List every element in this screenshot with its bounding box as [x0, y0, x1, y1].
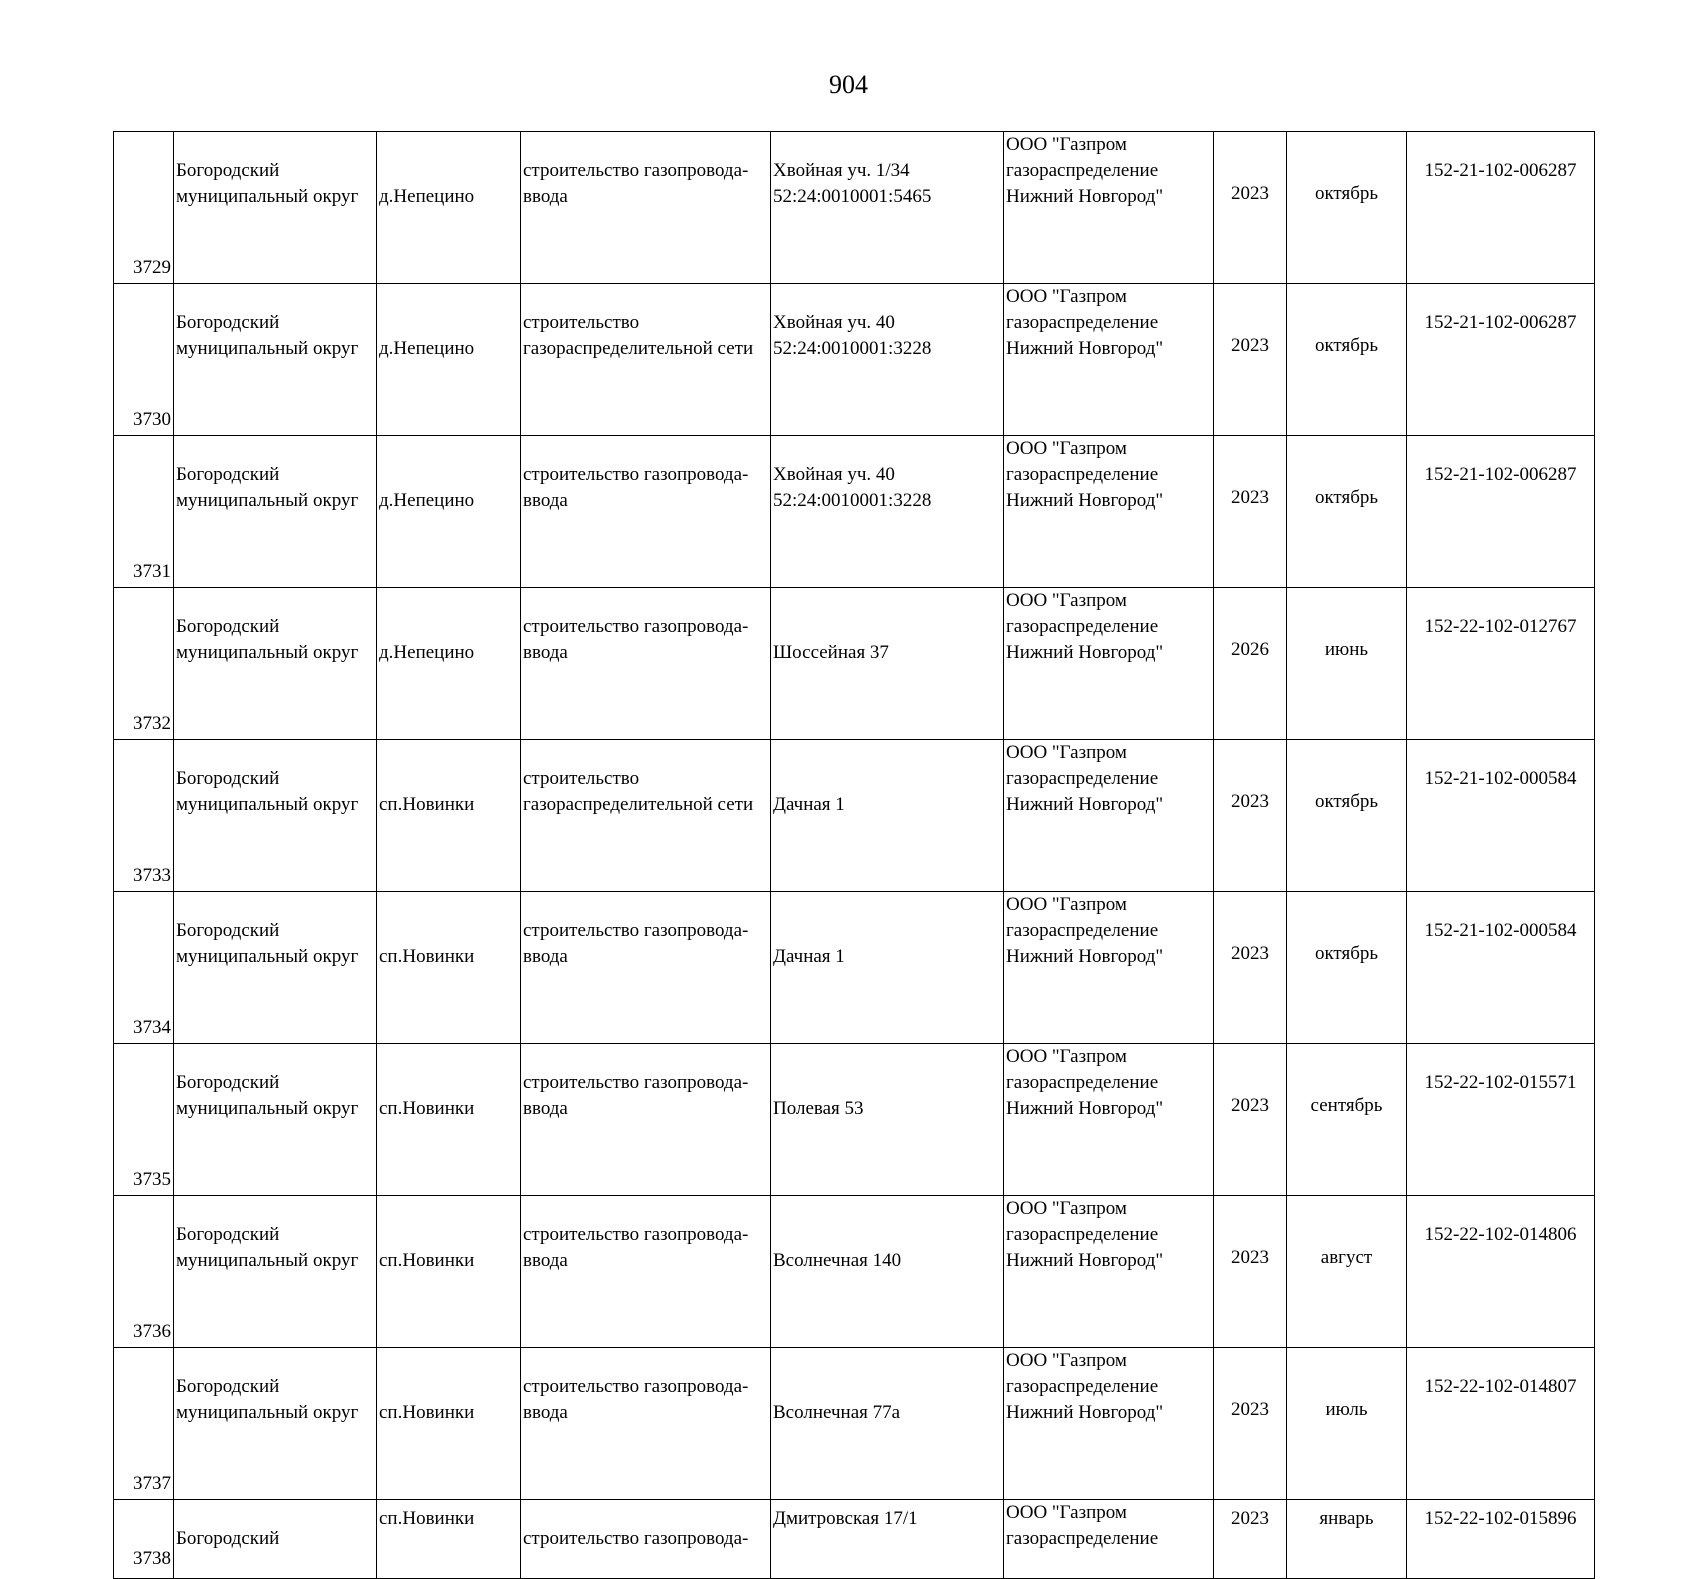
table-row	[114, 740, 1595, 892]
cell-month: сентябрь	[1287, 1044, 1407, 1196]
cell-settlement: д.Непецино	[377, 284, 521, 436]
cell-district	[174, 1044, 377, 1196]
cell-address	[771, 740, 1004, 892]
district-line: Богородский	[176, 920, 280, 941]
cell-address: Дмитровская 17/1	[771, 1500, 1004, 1579]
cell-address	[771, 588, 1004, 740]
row-number: 3737	[133, 1473, 171, 1494]
cell-number	[114, 1500, 174, 1579]
address-line: Шоссейная 37	[773, 642, 889, 663]
row-number: 3734	[133, 1017, 171, 1038]
address-line	[773, 1374, 1001, 1400]
cell-year: 2023	[1214, 1348, 1287, 1500]
cell-district	[174, 132, 377, 284]
cell-registration: 152-21-102-006287	[1407, 284, 1595, 436]
cell-month: октябрь	[1287, 284, 1407, 436]
org-line: Нижний Новгород"	[1006, 794, 1164, 815]
org-line: газораспределение	[1006, 616, 1159, 637]
cell-month: октябрь	[1287, 892, 1407, 1044]
cell-year: 2023	[1214, 284, 1287, 436]
work-line: ввода	[523, 946, 568, 967]
org-line: Нижний Новгород"	[1006, 186, 1164, 207]
org-line: газораспределение	[1006, 160, 1159, 181]
cell-organization	[1004, 1500, 1214, 1579]
cell-work	[521, 436, 771, 588]
work-line: строительство	[523, 312, 640, 333]
work-line: строительство газопровода-	[523, 1072, 749, 1093]
table-row	[114, 1044, 1595, 1196]
cell-address	[771, 132, 1004, 284]
table-row	[114, 1500, 1595, 1579]
cell-number	[114, 740, 174, 892]
org-line: Нижний Новгород"	[1006, 338, 1164, 359]
cell-district: Богородский	[174, 1500, 377, 1579]
address-line: Дачная 1	[773, 946, 845, 967]
cell-registration: 152-22-102-015571	[1407, 1044, 1595, 1196]
cell-registration: 152-22-102-012767	[1407, 588, 1595, 740]
table-row	[114, 588, 1595, 740]
cell-organization	[1004, 436, 1214, 588]
cell-registration: 152-22-102-014806	[1407, 1196, 1595, 1348]
district-line: муниципальный округ	[176, 794, 359, 815]
cell-work	[521, 892, 771, 1044]
page-number: 904	[829, 70, 868, 99]
cell-year: 2023	[1214, 740, 1287, 892]
work-line: ввода	[523, 1402, 568, 1423]
org-line: ООО "Газпром	[1006, 1350, 1127, 1371]
district-line: муниципальный округ	[176, 1250, 359, 1271]
table-row	[114, 892, 1595, 1044]
cell-address	[771, 436, 1004, 588]
district-line: Богородский	[176, 464, 280, 485]
address-line: Дачная 1	[773, 794, 845, 815]
table-row	[114, 436, 1595, 588]
org-line: Нижний Новгород"	[1006, 1402, 1164, 1423]
cell-month: июнь	[1287, 588, 1407, 740]
district-line: муниципальный округ	[176, 1098, 359, 1119]
cell-district	[174, 1348, 377, 1500]
cell-work: строительство газопровода-	[521, 1500, 771, 1579]
row-number: 3733	[133, 865, 171, 886]
cell-work	[521, 1044, 771, 1196]
address-line	[773, 766, 1001, 792]
org-line: газораспределение	[1006, 464, 1159, 485]
cell-organization	[1004, 284, 1214, 436]
cell-organization	[1004, 1196, 1214, 1348]
org-line: Нижний Новгород"	[1006, 946, 1164, 967]
work-line: строительство газопровода-	[523, 920, 749, 941]
cell-number	[114, 1196, 174, 1348]
org-line: ООО "Газпром	[1006, 742, 1127, 763]
district-line: Богородский	[176, 1224, 280, 1245]
cell-registration: 152-21-102-000584	[1407, 740, 1595, 892]
table-row	[114, 1348, 1595, 1500]
org-line: газораспределение	[1006, 1072, 1159, 1093]
row-number: 3738	[133, 1548, 171, 1569]
cell-district	[174, 740, 377, 892]
work-line: строительство газопровода-	[523, 160, 749, 181]
table-row	[114, 1196, 1595, 1348]
org-line: ООО "Газпром	[1006, 1046, 1127, 1067]
cell-settlement: сп.Новинки	[377, 1500, 521, 1579]
district-line: Богородский	[176, 616, 280, 637]
address-line: Полевая 53	[773, 1098, 864, 1119]
district-line: Богородский	[176, 160, 280, 181]
org-line: ООО "Газпром	[1006, 286, 1127, 307]
org-line: ООО "Газпром	[1006, 894, 1127, 915]
address-line: 52:24:0010001:3228	[773, 490, 932, 511]
cell-address	[771, 1348, 1004, 1500]
cell-number	[114, 588, 174, 740]
org-line: газораспределение	[1006, 768, 1159, 789]
org-line: газораспределение	[1006, 1376, 1159, 1397]
row-number: 3735	[133, 1169, 171, 1190]
org-line: ООО "Газпром	[1006, 438, 1127, 459]
address-line	[773, 1222, 1001, 1248]
cell-year: 2023	[1214, 132, 1287, 284]
cell-address	[771, 892, 1004, 1044]
work-line: газораспределительной сети	[523, 338, 754, 359]
cell-work	[521, 1196, 771, 1348]
cell-work	[521, 1348, 771, 1500]
cell-settlement: д.Непецино	[377, 588, 521, 740]
table-row	[114, 284, 1595, 436]
cell-work	[521, 284, 771, 436]
district-line: Богородский	[176, 768, 280, 789]
table-body	[114, 132, 1595, 1579]
cell-work	[521, 132, 771, 284]
cell-year: 2023	[1214, 892, 1287, 1044]
org-line: Нижний Новгород"	[1006, 1250, 1164, 1271]
district-line: муниципальный округ	[176, 490, 359, 511]
cell-year: 2023	[1214, 1196, 1287, 1348]
cell-work	[521, 588, 771, 740]
cell-settlement: д.Непецино	[377, 436, 521, 588]
cell-year: 2023	[1214, 1044, 1287, 1196]
cell-month: январь	[1287, 1500, 1407, 1579]
district-line: муниципальный округ	[176, 642, 359, 663]
cell-district	[174, 436, 377, 588]
address-line: 52:24:0010001:3228	[773, 338, 932, 359]
address-line: Всолнечная 77а	[773, 1402, 901, 1423]
work-line: строительство газопровода-	[523, 616, 749, 637]
cell-registration: 152-22-102-015896	[1407, 1500, 1595, 1579]
cell-year: 2023	[1214, 1500, 1287, 1579]
cell-settlement: сп.Новинки	[377, 1196, 521, 1348]
org-line: ООО "Газпром	[1006, 1502, 1127, 1523]
address-line: Всолнечная 140	[773, 1250, 902, 1271]
org-line: ООО "Газпром	[1006, 1198, 1127, 1219]
work-line: ввода	[523, 1250, 568, 1271]
cell-work	[521, 740, 771, 892]
cell-settlement: сп.Новинки	[377, 1044, 521, 1196]
cell-address	[771, 284, 1004, 436]
row-number: 3736	[133, 1321, 171, 1342]
district-line: Богородский	[176, 312, 280, 333]
cell-district	[174, 1196, 377, 1348]
work-line: строительство газопровода-	[523, 1224, 749, 1245]
work-line: строительство газопровода-	[523, 464, 749, 485]
address-line	[773, 918, 1001, 944]
cell-year: 2026	[1214, 588, 1287, 740]
district-line: Богородский	[176, 1376, 280, 1397]
cell-district	[174, 284, 377, 436]
address-line: Хвойная уч. 40	[773, 464, 895, 485]
org-line: газораспределение	[1006, 1224, 1159, 1245]
registry-table	[113, 131, 1595, 1579]
org-line: Нижний Новгород"	[1006, 1098, 1164, 1119]
cell-number	[114, 1044, 174, 1196]
district-line: Богородский	[176, 1072, 280, 1093]
cell-settlement: сп.Новинки	[377, 1348, 521, 1500]
work-line: газораспределительной сети	[523, 794, 754, 815]
row-number: 3729	[133, 257, 171, 278]
org-line: ООО "Газпром	[1006, 590, 1127, 611]
org-line: Нижний Новгород"	[1006, 490, 1164, 511]
cell-number	[114, 284, 174, 436]
cell-month: октябрь	[1287, 436, 1407, 588]
address-line	[773, 614, 1001, 640]
row-number: 3731	[133, 561, 171, 582]
address-line: Хвойная уч. 40	[773, 312, 895, 333]
cell-district	[174, 892, 377, 1044]
cell-number	[114, 436, 174, 588]
cell-month: август	[1287, 1196, 1407, 1348]
cell-settlement: д.Непецино	[377, 132, 521, 284]
district-line: муниципальный округ	[176, 186, 359, 207]
cell-registration: 152-21-102-006287	[1407, 436, 1595, 588]
work-line: строительство	[523, 768, 640, 789]
cell-registration: 152-22-102-014807	[1407, 1348, 1595, 1500]
cell-organization	[1004, 132, 1214, 284]
org-line: газораспределение	[1006, 1528, 1159, 1549]
org-line: газораспределение	[1006, 920, 1159, 941]
cell-settlement: сп.Новинки	[377, 892, 521, 1044]
work-line: ввода	[523, 490, 568, 511]
cell-organization	[1004, 892, 1214, 1044]
cell-organization	[1004, 1348, 1214, 1500]
cell-address	[771, 1044, 1004, 1196]
cell-month: октябрь	[1287, 132, 1407, 284]
work-line: ввода	[523, 1098, 568, 1119]
org-line: газораспределение	[1006, 312, 1159, 333]
cell-number	[114, 132, 174, 284]
cell-registration: 152-21-102-000584	[1407, 892, 1595, 1044]
work-line: ввода	[523, 186, 568, 207]
district-line: муниципальный округ	[176, 338, 359, 359]
cell-registration: 152-21-102-006287	[1407, 132, 1595, 284]
cell-number	[114, 892, 174, 1044]
address-line: 52:24:0010001:5465	[773, 186, 932, 207]
table-row	[114, 132, 1595, 284]
cell-organization	[1004, 740, 1214, 892]
cell-organization	[1004, 588, 1214, 740]
cell-settlement: сп.Новинки	[377, 740, 521, 892]
district-line: муниципальный округ	[176, 1402, 359, 1423]
cell-organization	[1004, 1044, 1214, 1196]
work-line: строительство газопровода-	[523, 1376, 749, 1397]
org-line: Нижний Новгород"	[1006, 642, 1164, 663]
address-line: Хвойная уч. 1/34	[773, 160, 910, 181]
cell-district	[174, 588, 377, 740]
org-line: ООО "Газпром	[1006, 134, 1127, 155]
cell-number	[114, 1348, 174, 1500]
cell-month: июль	[1287, 1348, 1407, 1500]
cell-month: октябрь	[1287, 740, 1407, 892]
work-line: ввода	[523, 642, 568, 663]
cell-year: 2023	[1214, 436, 1287, 588]
district-line: муниципальный округ	[176, 946, 359, 967]
row-number: 3732	[133, 713, 171, 734]
cell-address	[771, 1196, 1004, 1348]
row-number: 3730	[133, 409, 171, 430]
address-line	[773, 1070, 1001, 1096]
